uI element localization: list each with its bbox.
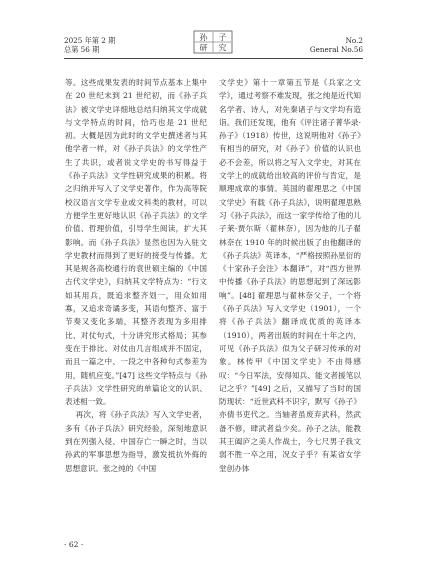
- left-paragraph-1: 等。这些成果发表的时间节点基本上集中在 20 世纪末到 21 世纪初，而《孙子兵法》被文学史详细地总结归纳其文学成就与文学特点的时间，恰巧也是 21 世纪初。大概是因为此时的文学史撰述者与其他学者一样，对《孙子兵法》的文学性产生了共识，或者说文学史的书写得益于《孙子兵法》文学性研究成果的积累。将之归纳并写入了文学史著作，作为高等院校汉语言文学专业或文科类的教材，可以方便学生更好地认识《孙子兵法》的文学价值、哲理价值，引导学生阅读，扩大其影响。而《孙子兵法》显然也因为入驻文学史教材而得到了更好的接受与传播。尤其是规各高校通行的袁世硕主编的《中国古代文学史》，归纳其文学特点为：“行文如其用兵，既追求整齐划一，用众如用寡，又追求奇谲多变，其语句整齐、富于节奏又变化多端，其整齐表现为多用排比、对仗句式，十分讲究形式格局；其参变在于排比、对仗由几言组成并不固定，而且一篇之中、一段之中各种句式参差为用，随机应变。”[47] 这些文学特点与《孙子兵法》文学性研究的单篇论文的认识、表述相一致。: [65, 78, 207, 407]
- left-paragraph-2: 再次，将《孙子兵法》写入文学史者，多有《孙子兵法》研究经验，深刻地意识到在列强入侵、中国存亡一瞬之时，当以孙武的军事思想为指导，激发抵抗外侮的思想意识。张之纯的《中国: [65, 410, 207, 473]
- svg-text:研: 研: [199, 43, 208, 53]
- general-no: General No.56: [309, 45, 363, 55]
- right-column: [219, 76, 361, 475]
- issue-total-number: 总第 56 期: [64, 45, 100, 55]
- page-header: [0, 0, 427, 60]
- issue-info: [64, 36, 115, 54]
- svg-text:孙: 孙: [199, 33, 208, 42]
- svg-text:究: 究: [218, 43, 227, 53]
- journal-logo: [193, 30, 233, 54]
- issue-year-number: 2025 年第 2 期: [64, 36, 116, 45]
- header-rule: [64, 58, 363, 59]
- left-column: [65, 76, 207, 475]
- svg-text:子: 子: [218, 33, 227, 42]
- journal-logo-mark: [193, 30, 233, 54]
- right-paragraph-1: 文学史》第十一章第五节是《兵家之文学》，通过考察不难发现，张之纯是近代知名学者、诗人，对先秦诸子与文学均有造诣。我们还发现，他有《评注诸子菁华录·孙子》（1918）传世，这说明他对《孙子》有相当的研究，对《孙子》价值的认识也必不会差，所以将之写入文学史，对其在文学上的成就给出较高的评价与肯定，是顺理成章的事情。英国的翟理思之《中国文学史》有载《孙子兵法》，说明翟理思熟习《孙子兵法》，而这一家学传给了他的儿子莱·贾尔斯（翟林奈），因为他的儿子翟林奈在 1910 年的时候出版了由他翻译的《孙子兵法》英译本，“严格按照孙星衍的《十家孙子会注》本翻译”，对“西方世界中传播《孙子兵法》的思想起到了深远影响”。[48] 翟理思与翟林奈父子，一个将《孙子兵法》写入文学史（1901），一个将《孙子兵法》翻译成优质的英译本（1910），两者出版的时间在十年之内，可见《孙子兵法》似为父子研习传承的对象。林传甲《中国文学史》不由得感叹：“今日军法，安得知兵、能文者援笔以记之乎？”[49] 之后，又描写了当时的国防现状：“近世武科不识字，默写《孙子》亦倩书吏代之。当轴者虽废弃武科，然武备不修，肆武者益少矣。孙子之法，能教其王阖庐之美人作战士，今七尺男子我文弱不胜一卒之用，况女子乎？有某省女学堂创办体: [219, 78, 361, 473]
- page-number: · 62 ·: [64, 540, 84, 549]
- issue-info-english: [310, 36, 363, 54]
- issue-no: No.2: [345, 36, 363, 45]
